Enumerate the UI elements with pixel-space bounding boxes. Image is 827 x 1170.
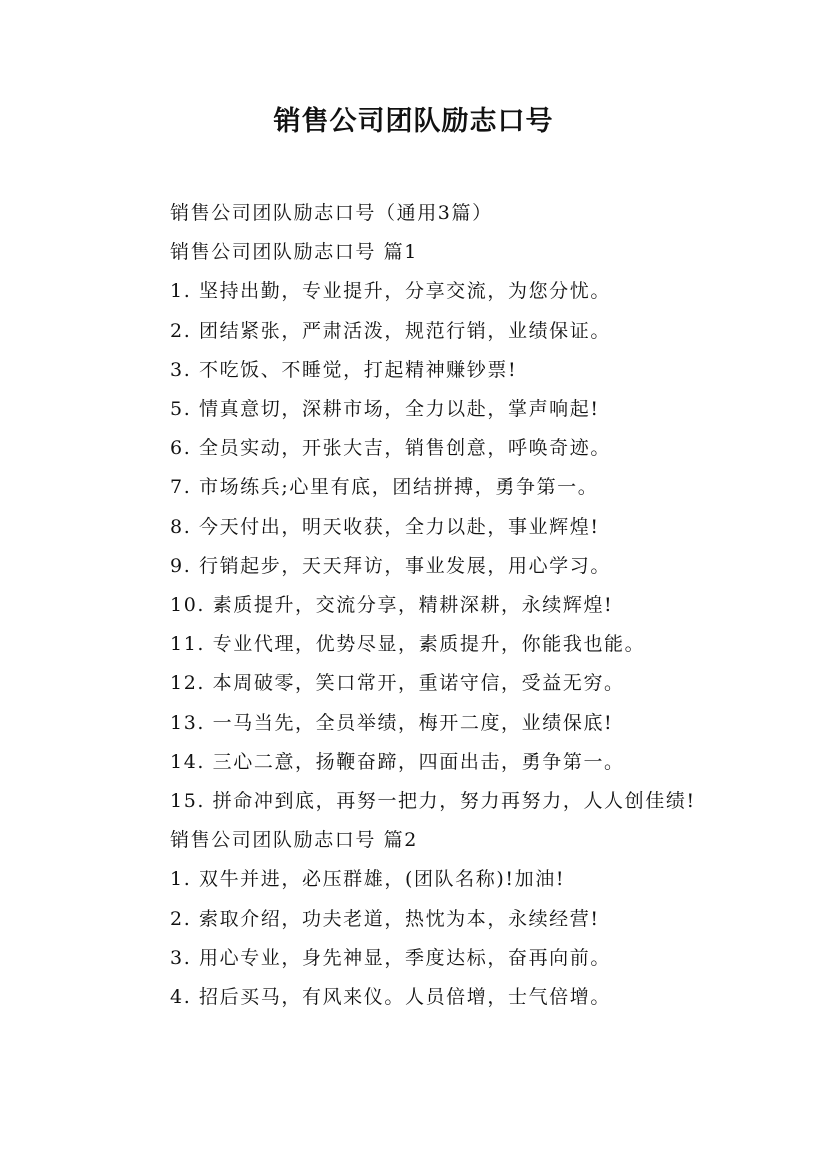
slogan-item: 3. 用心专业，身先神显，季度达标，奋再向前。: [170, 946, 611, 969]
slogan-item: 10. 素质提升，交流分享，精耕深耕，永续辉煌!: [170, 594, 614, 617]
document-body: [126, 194, 716, 1017]
slogan-item: 12. 本周破零，笑口常开，重诺守信，受益无穷。: [170, 672, 625, 695]
slogan-item: 2. 团结紧张，严肃活泼，规范行销，业绩保证。: [170, 319, 611, 342]
section-heading-1: 销售公司团队励志口号 篇1: [170, 241, 418, 264]
slogan-item: 15. 拼命冲到底，再努一把力，努力再努力，人人创佳绩!: [170, 790, 696, 813]
slogan-item: 14. 三心二意，扬鞭奋蹄，四面出击，勇争第一。: [170, 750, 625, 773]
doc-subtitle: 销售公司团队励志口号（通用3篇）: [170, 202, 493, 224]
slogan-item: 9. 行销起步，天天拜访，事业发展，用心学习。: [170, 554, 611, 577]
document-title: 销售公司团队励志口号: [273, 106, 554, 137]
slogan-item: 1. 双牛并进，必压群雄，(团队名称)!加油!: [170, 868, 566, 891]
slogan-item: 3. 不吃饭、不睡觉，打起精神赚钞票!: [170, 358, 518, 381]
slogan-item: 1. 坚持出勤，专业提升，分享交流，为您分忧。: [170, 280, 611, 303]
slogan-item: 6. 全员实动，开张大吉，销售创意，呼唤奇迹。: [170, 437, 611, 460]
slogan-item: 4. 招后买马，有风来仪。人员倍增，士气倍增。: [170, 986, 611, 1009]
slogan-item: 8. 今天付出，明天收获，全力以赴，事业辉煌!: [170, 515, 600, 538]
slogan-item: 5. 情真意切，深耕市场，全力以赴，掌声响起!: [170, 398, 600, 421]
section-heading-2: 销售公司团队励志口号 篇2: [170, 829, 418, 852]
slogan-item: 11. 专业代理，优势尽显，素质提升，你能我也能。: [170, 633, 646, 656]
slogan-item: 2. 索取介绍，功夫老道，热忱为本，永续经营!: [170, 907, 600, 930]
slogan-item: 7. 市场练兵;心里有底，团结拼搏，勇争第一。: [170, 476, 599, 499]
slogan-item: 13. 一马当先，全员举绩，梅开二度，业绩保底!: [170, 711, 614, 734]
